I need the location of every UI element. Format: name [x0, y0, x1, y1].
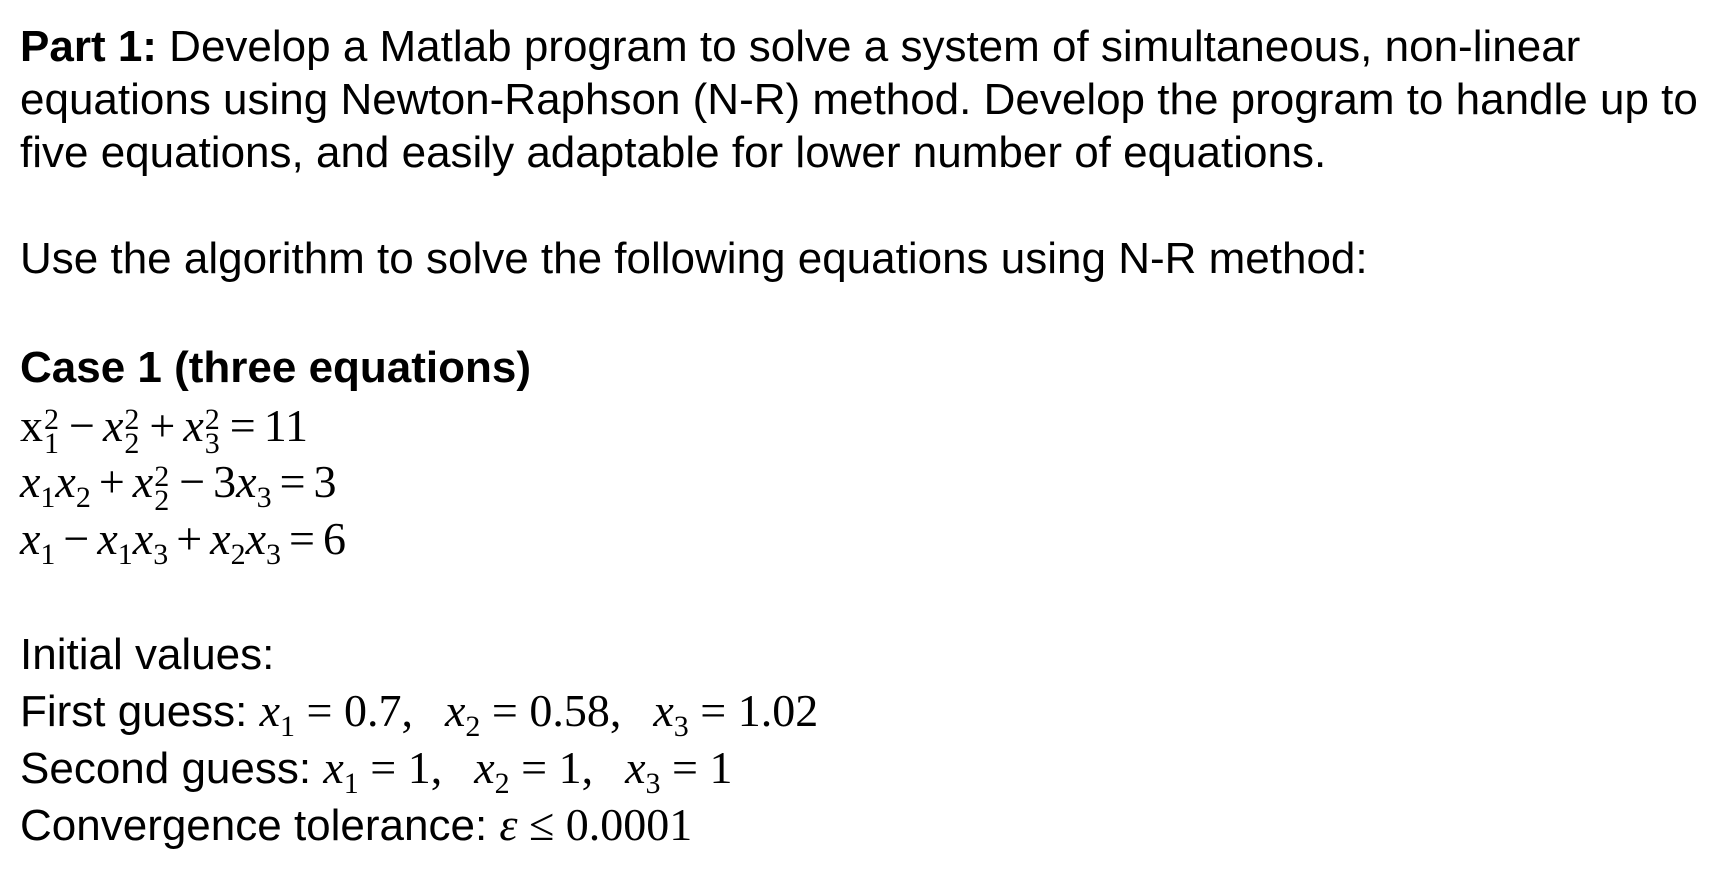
first-guess-x3: 1.02	[737, 684, 819, 736]
instruction-text: Use the algorithm to solve the following equations using N-R method:	[20, 234, 1368, 283]
first-guess-x2: 0.58	[529, 684, 610, 736]
equation-2-rhs: 3	[313, 456, 337, 508]
equation-1-rhs: 11	[263, 400, 308, 451]
initial-values-heading: Initial values:	[20, 629, 275, 679]
equation-3-rhs: 6	[322, 512, 346, 564]
second-guess-x1: 1	[407, 741, 431, 793]
first-guess-label: First guess:	[20, 686, 260, 736]
tolerance-label: Convergence tolerance:	[20, 800, 500, 850]
equation-3: $x_1 - x_1x_3 + x_2x_3 = 6$	[20, 512, 346, 571]
equation-1: x 2 1 − x 2 2 + x 2 3 = 11	[20, 400, 308, 461]
equation-2: $x_1x_2 + x$ 2 2 − $3x_3 = 3$	[20, 456, 337, 517]
part1-description: Develop a Matlab program to solve a system of simultaneous, non-linear equations using Newton-Raphson (N-R) method. Develop the program to handle up to five equations, and easily adaptable for lower number of equations.	[20, 22, 1698, 177]
second-guess-line: Second guess: $x_1 = 1$, $x_2 = 1$, $x_3 = 1$	[20, 741, 733, 800]
part1-paragraph	[20, 20, 1710, 179]
first-guess-line: First guess: $x_1 = 0.7$, $x_2 = 0.58$, $x_3 = 1.02$	[20, 684, 819, 743]
document	[20, 20, 1710, 854]
case1-heading: Case 1 (three equations)	[20, 343, 532, 392]
second-guess-x2: 1	[558, 741, 582, 793]
equation-2-coefficient: 3	[213, 456, 237, 508]
tolerance-line: Convergence tolerance: ε ≤ 0.0001	[20, 798, 693, 850]
second-guess-label: Second guess:	[20, 743, 324, 793]
second-guess-x3: 1	[709, 741, 733, 793]
part1-label: Part 1:	[20, 22, 157, 71]
tolerance-value: 0.0001	[565, 798, 693, 850]
first-guess-x1: 0.7	[344, 684, 402, 736]
